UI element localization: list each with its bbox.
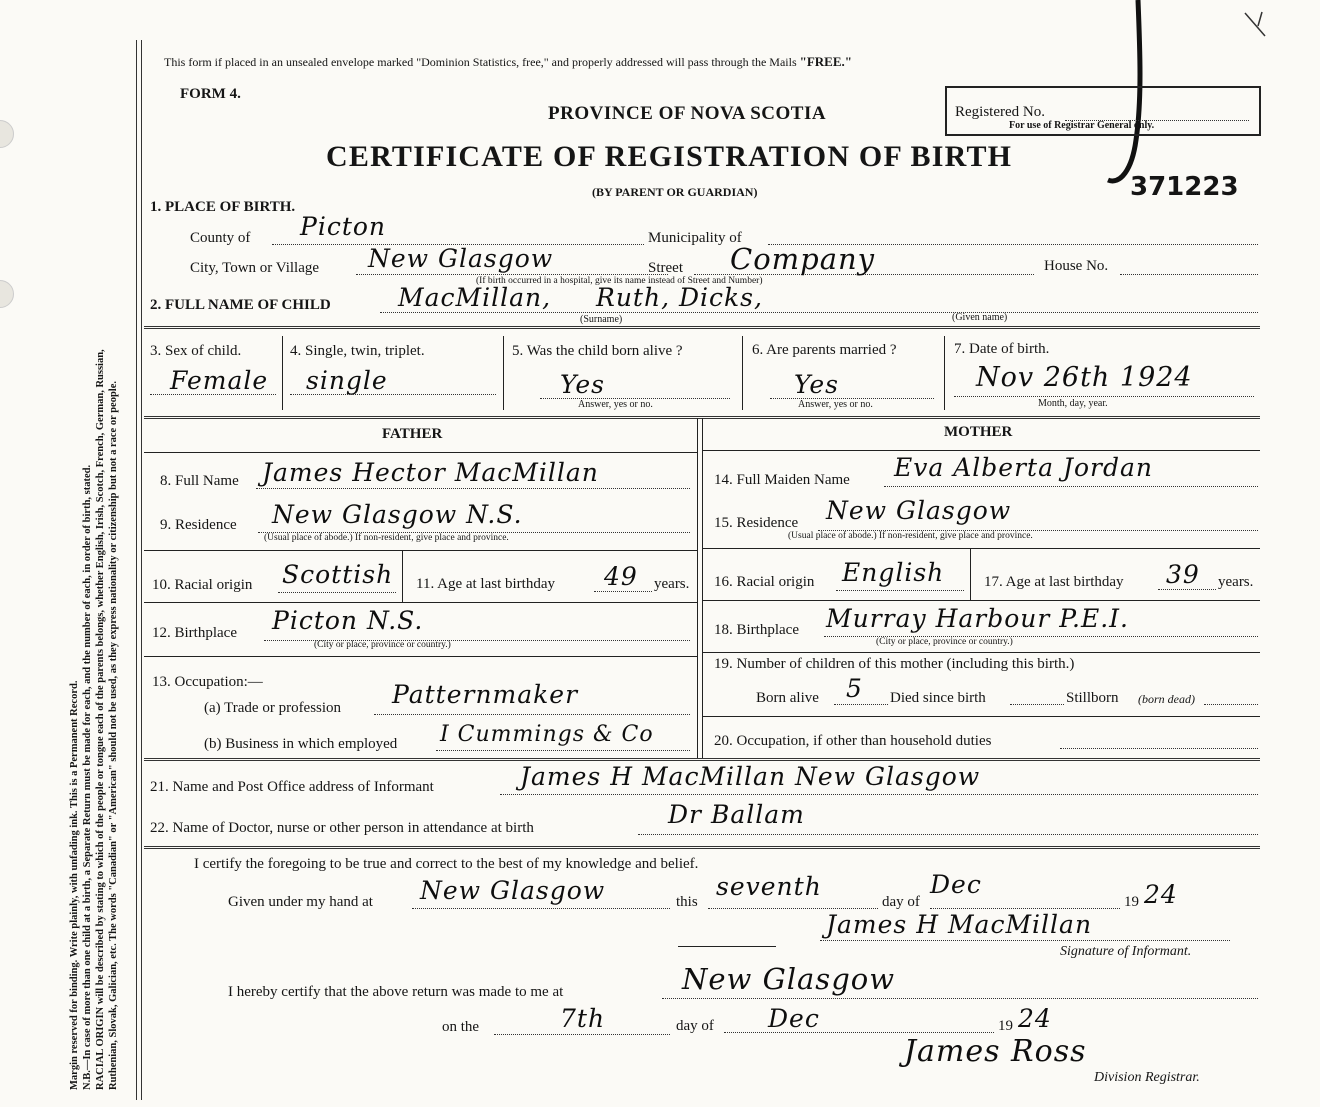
registrar-place-value[interactable]: New Glasgow bbox=[682, 962, 896, 996]
municipality-label: Municipality of bbox=[648, 230, 742, 246]
father-residence-label: 9. Residence bbox=[160, 517, 237, 533]
child-name-label: 2. FULL NAME OF CHILD bbox=[150, 297, 331, 313]
mother-birthplace-value[interactable]: Murray Harbour P.E.I. bbox=[826, 604, 1130, 633]
plurality-value[interactable]: single bbox=[306, 366, 388, 395]
mail-free: "FREE." bbox=[799, 54, 852, 69]
reg-day-line bbox=[494, 1034, 670, 1035]
city-line bbox=[356, 274, 668, 275]
father-heading: FATHER bbox=[382, 426, 443, 442]
informant-signature[interactable]: James H MacMillan bbox=[826, 910, 1093, 939]
plurality-line bbox=[290, 394, 496, 395]
row-separator bbox=[144, 846, 1260, 849]
cell-divider bbox=[742, 336, 743, 410]
form-number: FORM 4. bbox=[180, 86, 241, 102]
mother-age-label: 17. Age at last birthday bbox=[984, 574, 1124, 590]
alive-label: 5. Was the child born alive ? bbox=[512, 343, 683, 359]
father-name-value[interactable]: James Hector MacMillan bbox=[262, 458, 599, 487]
hospital-note: (If birth occurred in a hospital, give its name instead of Street and Number) bbox=[476, 276, 763, 286]
informant-line bbox=[500, 794, 1258, 795]
married-label: 6. Are parents married ? bbox=[752, 342, 897, 358]
cell-divider bbox=[503, 336, 504, 410]
mother-age-unit: years. bbox=[1218, 574, 1254, 590]
mother-children-label: 19. Number of children of this mother (including this birth.) bbox=[714, 656, 1075, 672]
mother-race-line bbox=[836, 590, 964, 591]
doctor-label: 22. Name of Doctor, nurse or other person in attendance at birth bbox=[150, 820, 534, 836]
year-value[interactable]: 24 bbox=[1144, 880, 1178, 909]
mother-birthplace-label: 18. Birthplace bbox=[714, 622, 799, 638]
mother-age-value[interactable]: 39 bbox=[1166, 560, 1200, 589]
born-alive-value[interactable]: 5 bbox=[846, 674, 863, 703]
alive-value[interactable]: Yes bbox=[560, 370, 605, 399]
margin-rule bbox=[136, 40, 137, 1100]
given-label: Given under my hand at bbox=[228, 894, 373, 910]
surname-caption: (Surname) bbox=[580, 314, 623, 325]
county-value[interactable]: Picton bbox=[300, 212, 387, 241]
mother-birthplace-caption: (City or place, province or country.) bbox=[876, 637, 1013, 647]
father-race-value[interactable]: Scottish bbox=[282, 560, 394, 589]
reg-month-line bbox=[724, 1032, 994, 1033]
field-rule bbox=[703, 600, 1260, 601]
reg-day-of-label: day of bbox=[676, 1018, 714, 1034]
mother-race-label: 16. Racial origin bbox=[714, 574, 815, 590]
father-trade-label: (a) Trade or profession bbox=[204, 700, 342, 716]
field-rule bbox=[703, 548, 1260, 549]
registered-no-label: Registered No. bbox=[955, 104, 1045, 120]
street-label: Street bbox=[648, 260, 683, 276]
cell-divider bbox=[970, 548, 971, 600]
mail-notice-text: This form if placed in an unsealed envelope marked "Dominion Statistics, free," and properly addressed will pass through the Mails bbox=[164, 55, 797, 69]
father-name-line bbox=[256, 488, 690, 489]
margin-instructions bbox=[68, 30, 120, 1090]
doctor-line bbox=[638, 834, 1258, 835]
day-of-label: day of bbox=[882, 894, 920, 910]
registered-no-box[interactable] bbox=[945, 86, 1261, 136]
stamp-number: 371223 bbox=[1130, 172, 1239, 202]
father-trade-value[interactable]: Patternmaker bbox=[392, 680, 579, 709]
given-place-line bbox=[412, 908, 670, 909]
plurality-label: 4. Single, twin, triplet. bbox=[290, 343, 425, 359]
father-business-label: (b) Business in which employed bbox=[204, 736, 398, 752]
month-line bbox=[930, 908, 1120, 909]
father-residence-value[interactable]: New Glasgow N.S. bbox=[272, 500, 523, 529]
father-age-value[interactable]: 49 bbox=[604, 562, 638, 591]
mother-name-line bbox=[884, 486, 1258, 487]
child-given-name[interactable]: Ruth, Dicks, bbox=[596, 283, 763, 312]
father-trade-line bbox=[374, 714, 690, 715]
reg-year-prefix: 19 bbox=[998, 1018, 1013, 1034]
certificate-title: CERTIFICATE OF REGISTRATION OF BIRTH bbox=[326, 140, 1013, 173]
month-value[interactable]: Dec bbox=[930, 870, 982, 899]
row-separator bbox=[144, 326, 1260, 329]
street-value[interactable]: Company bbox=[730, 242, 876, 276]
cell-divider bbox=[402, 550, 403, 602]
mother-race-value[interactable]: English bbox=[842, 558, 945, 587]
alive-caption: Answer, yes or no. bbox=[578, 399, 653, 410]
father-birthplace-value[interactable]: Picton N.S. bbox=[272, 606, 424, 635]
dob-label: 7. Date of birth. bbox=[954, 341, 1050, 357]
check-mark bbox=[1240, 8, 1270, 38]
binding-hole-middle bbox=[0, 280, 14, 308]
registrar-signature[interactable]: James Ross bbox=[904, 1034, 1087, 1069]
mother-age-line bbox=[1158, 589, 1216, 590]
died-label: Died since birth bbox=[890, 690, 986, 706]
place-heading: 1. PLACE OF BIRTH. bbox=[150, 199, 296, 215]
heading-rule bbox=[703, 450, 1260, 451]
county-label: County of bbox=[190, 230, 251, 246]
row-separator bbox=[144, 758, 1260, 761]
mother-heading: MOTHER bbox=[944, 424, 1013, 440]
informant-label: 21. Name and Post Office address of Informant bbox=[150, 779, 434, 795]
city-label: City, Town or Village bbox=[190, 260, 320, 276]
died-line bbox=[1010, 704, 1064, 705]
born-alive-label: Born alive bbox=[756, 690, 819, 706]
city-value[interactable]: New Glasgow bbox=[368, 244, 554, 273]
separator-short-rule bbox=[678, 946, 776, 947]
child-name-line bbox=[380, 312, 1258, 313]
stillborn-line bbox=[1204, 704, 1258, 705]
doctor-value[interactable]: Dr Ballam bbox=[668, 800, 805, 829]
dob-value[interactable]: Nov 26th 1924 bbox=[976, 362, 1193, 393]
on-label: on the bbox=[442, 1019, 480, 1035]
mother-occupation-label: 20. Occupation, if other than household duties bbox=[714, 733, 992, 749]
year-prefix: 19 bbox=[1124, 894, 1139, 910]
father-age-unit: years. bbox=[654, 576, 690, 592]
father-occupation-label: 13. Occupation:— bbox=[152, 674, 263, 690]
father-business-line bbox=[436, 750, 690, 751]
father-age-line bbox=[594, 591, 652, 592]
dob-line bbox=[954, 396, 1254, 397]
stillborn-note: (born dead) bbox=[1138, 692, 1195, 706]
father-age-label: 11. Age at last birthday bbox=[416, 576, 555, 592]
registrar-place-line bbox=[662, 998, 1258, 999]
father-business-value[interactable]: I Cummings & Co bbox=[440, 722, 654, 747]
binding-hole-top bbox=[0, 120, 14, 148]
margin-note-line: RACIAL ORIGIN will be described by stating to which of the people or tongue each of the parents belongs, whether English, Irish, Scotch, French, German, Russian, bbox=[95, 349, 106, 1090]
mother-name-label: 14. Full Maiden Name bbox=[714, 472, 850, 488]
margin-note-line: Ruthenian, Slovak, Galician, etc. The words "Canadian" or "American" should not be used, as they express nationality or citizenship but not a race or people. bbox=[108, 381, 119, 1090]
given-place-value[interactable]: New Glasgow bbox=[420, 876, 606, 905]
mail-notice bbox=[164, 54, 852, 70]
province-heading: PROVINCE OF NOVA SCOTIA bbox=[548, 103, 827, 124]
cell-divider bbox=[944, 336, 945, 410]
born-alive-line bbox=[834, 704, 888, 705]
this-label: this bbox=[676, 894, 698, 910]
registrar-caption: Division Registrar. bbox=[1094, 1070, 1200, 1085]
parents-divider bbox=[697, 418, 698, 758]
father-name-label: 8. Full Name bbox=[160, 473, 239, 489]
certificate-subtitle: (BY PARENT OR GUARDIAN) bbox=[592, 185, 758, 199]
field-rule bbox=[703, 716, 1260, 717]
father-race-label: 10. Racial origin bbox=[152, 577, 253, 593]
reg-day-value[interactable]: 7th bbox=[560, 1004, 606, 1033]
stillborn-label: Stillborn bbox=[1066, 690, 1119, 706]
house-label: House No. bbox=[1044, 258, 1109, 274]
father-birthplace-caption: (City or place, province or country.) bbox=[314, 640, 451, 650]
child-surname[interactable]: MacMillan, bbox=[398, 283, 552, 312]
father-birthplace-label: 12. Birthplace bbox=[152, 625, 237, 641]
margin-note-line: N.B.—In case of more than one child at a birth, a Separate Return must be made for each, and the number of each, in order of birth, stated. bbox=[82, 464, 93, 1090]
father-race-line bbox=[278, 592, 396, 593]
sex-label: 3. Sex of child. bbox=[150, 343, 242, 359]
registrar-use-note: For use of Registrar General only. bbox=[1009, 120, 1155, 131]
parents-divider bbox=[702, 418, 703, 758]
informant-value[interactable]: James H MacMillan New Glasgow bbox=[520, 762, 981, 791]
mother-residence-caption: (Usual place of abode.) If non-resident, give place and province. bbox=[788, 531, 1033, 541]
cell-divider bbox=[282, 336, 283, 410]
field-rule bbox=[144, 550, 697, 551]
reg-month-value[interactable]: Dec bbox=[768, 1004, 820, 1033]
father-residence-caption: (Usual place of abode.) If non-resident, give place and province. bbox=[264, 533, 509, 543]
margin-note-line: Margin reserved for binding. Write plainly, with unfading ink. This is a Permanent Record. bbox=[69, 680, 80, 1090]
field-rule bbox=[703, 652, 1260, 653]
registrar-statement: I hereby certify that the above return was made to me at bbox=[228, 984, 564, 1000]
field-rule bbox=[144, 656, 697, 657]
mother-name-value[interactable]: Eva Alberta Jordan bbox=[894, 453, 1153, 482]
sex-value[interactable]: Female bbox=[170, 366, 269, 395]
certify-statement: I certify the foregoing to be true and correct to the best of my knowledge and belief. bbox=[194, 856, 699, 872]
day-value[interactable]: seventh bbox=[716, 872, 822, 901]
heading-rule bbox=[144, 452, 697, 453]
married-value[interactable]: Yes bbox=[794, 370, 839, 399]
day-line bbox=[708, 908, 878, 909]
given-name-caption: (Given name) bbox=[952, 312, 1008, 323]
margin-rule bbox=[141, 40, 142, 1100]
mother-occupation-line bbox=[1060, 748, 1258, 749]
signature-caption: Signature of Informant. bbox=[1060, 944, 1192, 959]
field-rule bbox=[144, 602, 697, 603]
dob-caption: Month, day, year. bbox=[1038, 398, 1108, 409]
mother-residence-label: 15. Residence bbox=[714, 515, 799, 531]
signature-line bbox=[820, 940, 1230, 941]
sex-line bbox=[150, 394, 276, 395]
house-line bbox=[1120, 274, 1258, 275]
mother-residence-value[interactable]: New Glasgow bbox=[826, 496, 1012, 525]
reg-year-value[interactable]: 24 bbox=[1018, 1004, 1052, 1033]
married-caption: Answer, yes or no. bbox=[798, 399, 873, 410]
